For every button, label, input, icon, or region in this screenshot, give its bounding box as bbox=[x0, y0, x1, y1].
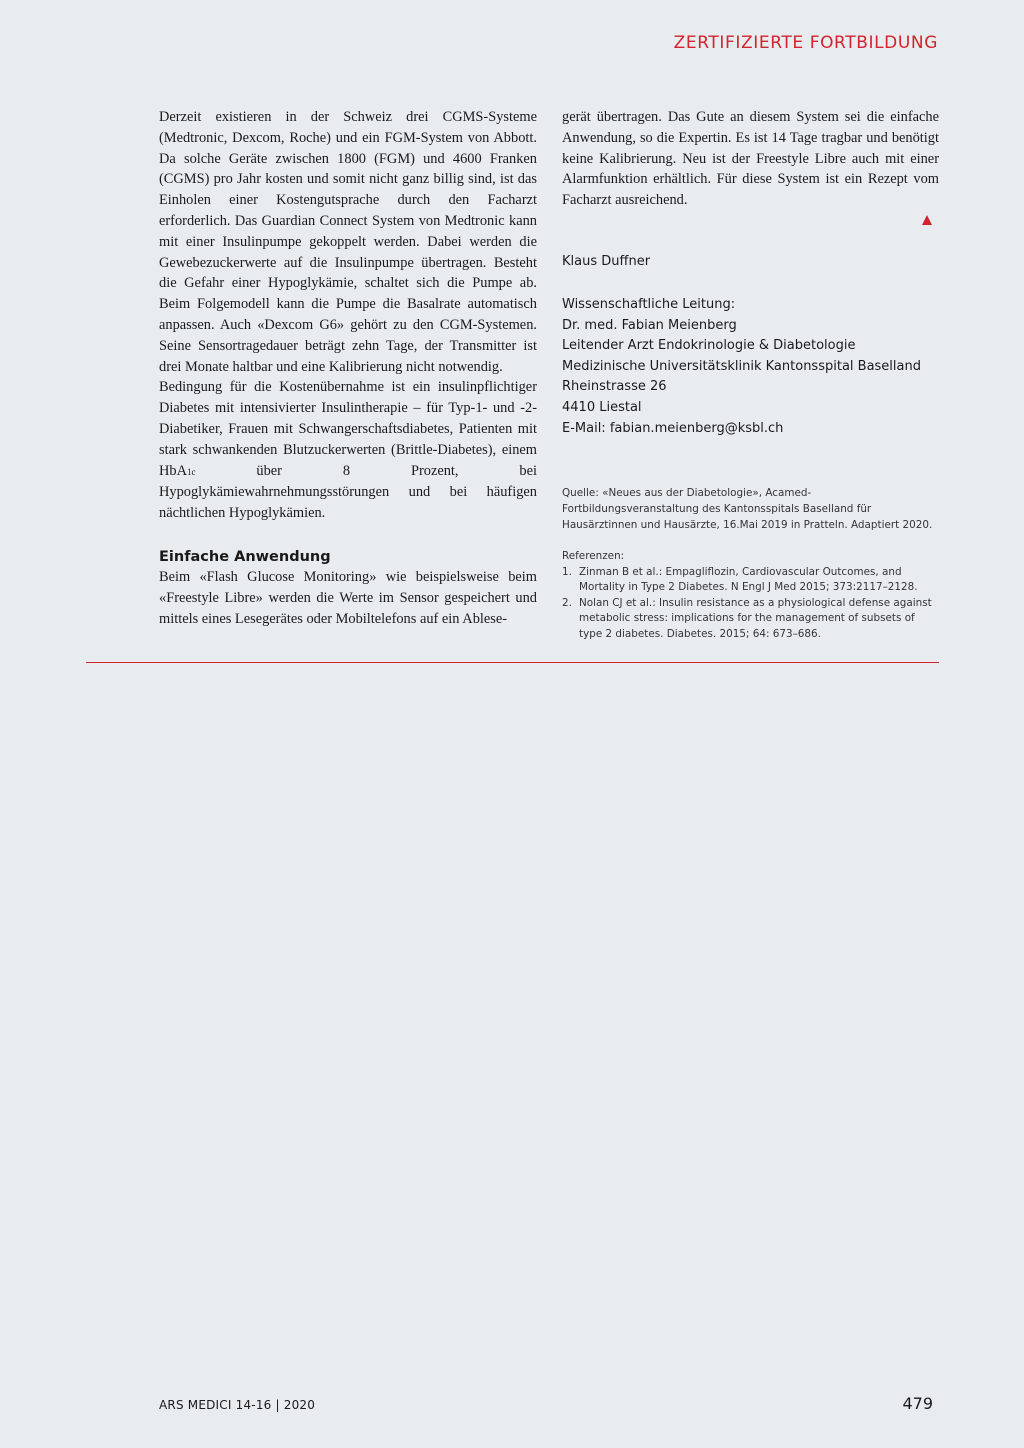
right-column bbox=[562, 107, 939, 211]
reference-text: Nolan CJ et al.: Insulin resistance as a physiological defense against metabolic stress: implications for the management of subsets of type 2 diabetes. Diabetes. 2015; 64: 673–686. bbox=[579, 596, 932, 640]
end-of-article-triangle-icon bbox=[922, 215, 932, 225]
contact-email: E-Mail: fabian.meienberg@ksbl.ch bbox=[562, 420, 784, 436]
reference-number: 2. bbox=[562, 596, 572, 609]
contact-street: Rheinstrasse 26 bbox=[562, 379, 667, 395]
contact-position: Leitender Arzt Endokrinologie & Diabetologie bbox=[562, 338, 856, 354]
subscript-text: 1c bbox=[186, 466, 196, 477]
contact-block bbox=[562, 295, 942, 439]
body-paragraph bbox=[159, 377, 537, 524]
contact-name: Dr. med. Fabian Meienberg bbox=[562, 317, 737, 333]
paragraph-text: Bedingung für die Kostenübernahme ist ein insulinpflichtiger Diabetes mit intensivierter Insulintherapie – für Typ-1- und -2-Diabetiker, Frauen mit Schwangerschaftsdiabetes, Patienten mit stark schwankenden Blutzuckerwerten (Brittle-Diabetes), einem HbA bbox=[159, 379, 537, 479]
source-note: Quelle: «Neues aus der Diabetologie», Acamed-Fortbildungsveranstaltung des Kantonsspitals Baselland für Hausärztinnen und Hausärzte, 16.Mai 2019 in Pratteln. Adaptiert 2020. bbox=[562, 487, 933, 531]
contact-city: 4410 Liestal bbox=[562, 399, 642, 415]
left-column bbox=[159, 107, 537, 629]
paragraph-text: über 8 Prozent, bei Hypoglykämiewahrnehmungsstörungen und bei häufigen nächtlichen Hypoglykämien. bbox=[159, 462, 537, 522]
section-subheading: Einfache Anwendung bbox=[159, 548, 331, 565]
reference-text: Zinman B et al.: Empagliflozin, Cardiovascular Outcomes, and Mortality in Type 2 Diabetes. N Engl J Med 2015; 373:2117–2128. bbox=[579, 565, 918, 594]
reference-item bbox=[562, 596, 940, 643]
page-number: 479 bbox=[902, 1394, 933, 1413]
references-heading: Referenzen: bbox=[562, 550, 625, 562]
author-name: Klaus Duffner bbox=[562, 254, 651, 269]
section-title: ZERTIFIZIERTE FORTBILDUNG bbox=[673, 33, 938, 53]
references bbox=[562, 549, 940, 643]
body-paragraph: Beim «Flash Glucose Monitoring» wie beispielsweise beim «Freestyle Libre» werden die Werte im Sensor gespeichert und mittels eines Lesegerätes oder Mobiltelefons auf ein Ablese- bbox=[159, 568, 537, 627]
section-divider bbox=[86, 662, 939, 663]
body-paragraph: gerät übertragen. Das Gute an diesem System sei die einfache Anwendung, so die Expertin. Es ist 14 Tage tragbar und benötigt keine Kalibrierung. Neu ist der Freestyle Libre auch mit einer Alarmfunktion erhältlich. Für diese System ist ein Rezept vom Facharzt ausreichend. bbox=[562, 109, 939, 209]
reference-number: 1. bbox=[562, 565, 572, 578]
body-paragraph: Derzeit existieren in der Schweiz drei CGMS-Systeme (Medtronic, Dexcom, Roche) und ein FGM-System von Abbott. Da solche Geräte zwischen 1800 (FGM) und 4600 Franken (CGMS) pro Jahr kosten und somit nicht ganz billig sind, ist das Einholen einer Kostengutsprache durch den Facharzt erforderlich. Das Guardian Connect System von Medtronic kann mit einer Insulinpumpe gekoppelt werden. Dabei werden die Gewebezuckerwerte auf die Insulinpumpe übertragen. Besteht die Gefahr einer Hypoglykämie, schaltet sich die Pumpe ab. Beim Folgemodell kann die Pumpe die Basalrate automatisch anpassen. Auch «Dexcom G6» gehört zu den CGM-Systemen. Seine Sensortragedauer beträgt zehn Tage, der Transmitter ist drei Monate haltbar und eine Kalibrierung nicht notwendig. bbox=[159, 109, 537, 375]
contact-heading: Wissenschaftliche Leitung: bbox=[562, 297, 736, 312]
journal-issue: ARS MEDICI 14-16 | 2020 bbox=[159, 1398, 316, 1412]
contact-institution: Medizinische Universitätsklinik Kantonsspital Baselland bbox=[562, 358, 921, 374]
reference-item bbox=[562, 565, 940, 596]
